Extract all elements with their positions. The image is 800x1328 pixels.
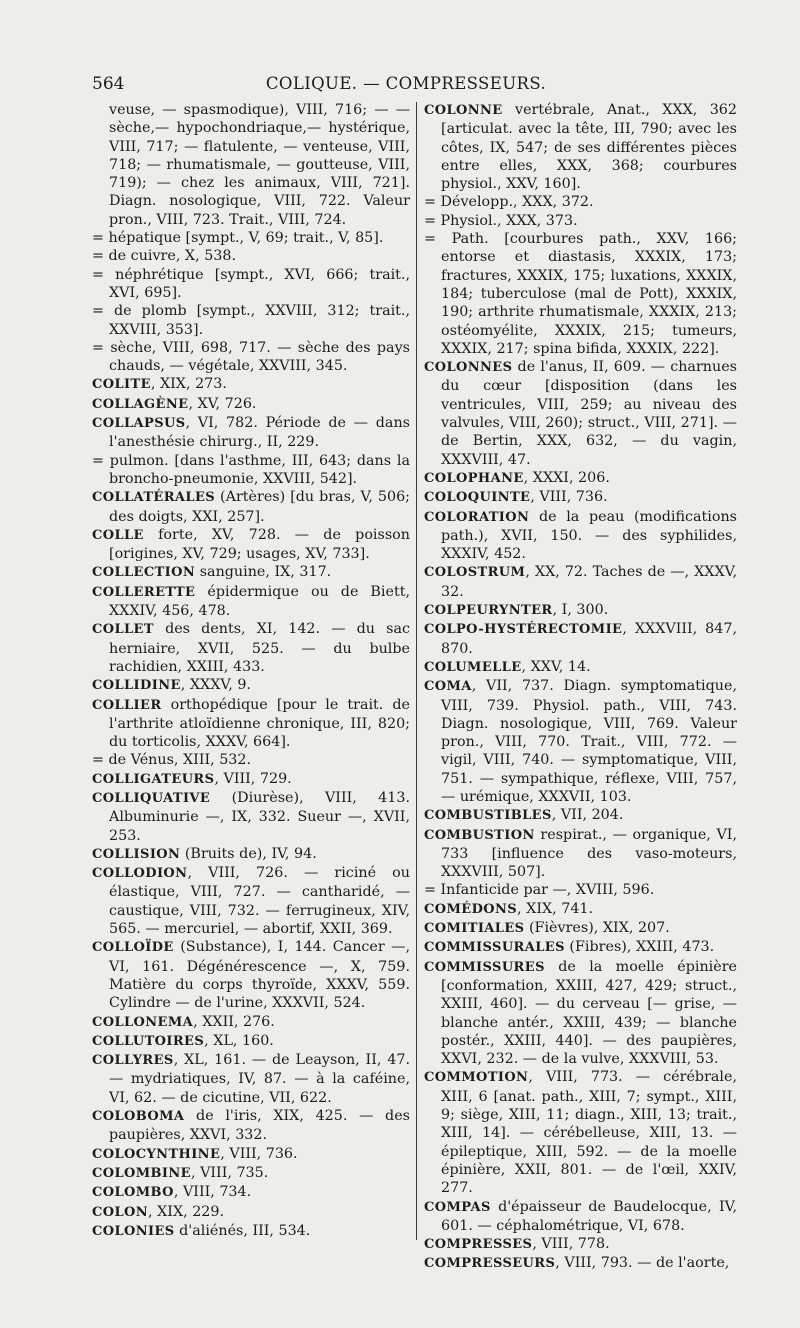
entry-text: (Substance), I, 144. Cancer —, VI, 161. Dégénérescence —, X, 759. Matière du corps thyroïde, XXXV, 559. Cylindre — de l'urine, XXXVII, 524. — [109, 939, 410, 1012]
entry-headword: COLLAPSUS — [92, 416, 186, 432]
entry-text: , VII, 204. — [551, 807, 624, 824]
index-entry — [92, 676, 410, 695]
entry-headword: COLOCYNTHINE — [92, 1146, 221, 1162]
entry-headword: COLLIER — [92, 697, 162, 713]
entry-text: , XIX, 273. — [150, 376, 227, 393]
index-entry — [92, 1183, 410, 1202]
entry-text: , XXXVIII, 847, 870. — [441, 621, 737, 657]
entry-headword: COLLERETTE — [92, 584, 196, 600]
entry-headword: COLLUTOIRES — [92, 1033, 205, 1049]
left-column — [92, 101, 410, 1241]
entry-text: = de plomb [sympt., XXVIII, 312; trait., XXVIII, 353]. — [92, 303, 410, 338]
index-entry — [92, 620, 410, 676]
entry-headword: COLPO-HYSTÉRECTOMIE — [424, 622, 623, 638]
entry-text: , VIII, 793. — de l'aorte, — [555, 1255, 730, 1272]
index-entry — [424, 900, 737, 919]
index-entry — [424, 938, 737, 957]
entry-text: = Physiol., XXX, 373. — [424, 212, 578, 229]
entry-headword: COLITE — [92, 377, 151, 393]
index-entry — [92, 488, 410, 526]
index-entry — [92, 1032, 410, 1051]
entry-text: respirat., — organique, VI, 733 [influence des vaso-moteurs, XXXVIII, 507]. — [441, 826, 737, 881]
entry-text: , XIX, 741. — [517, 900, 594, 917]
entry-text: vertébrale, Anat., XXX, 362 [articulat. avec la tête, III, 790; avec les côtes, IX, 547; de ses différentes pièces entre elles, XXX, 368; courbures physiol., XXV, 160]. — [441, 102, 737, 193]
entry-text: , VII, 737. Diagn. symptomatique, VIII, 739. Physiol. path., VIII, 743. Diagn. nosologique, VIII, 769. Valeur pron., VIII, 770. Trait., VIII, 772. — vigil, VIII, 740. — symptomatique, VIII, 751. — sympathique, réflexe, VIII, 757, — urémique, XXXVII, 103. — [441, 678, 737, 805]
entry-text: , VIII, 778. — [532, 1236, 610, 1253]
index-entry — [92, 1013, 410, 1032]
index-entry — [92, 247, 410, 265]
entry-text: d'épaisseur de Baudelocque, IV, 601. — céphalométrique, VI, 678. — [441, 1198, 737, 1234]
entry-text: , VI, 782. Période de — dans l'anesthésie chirurg., II, 229. — [109, 415, 410, 451]
entry-headword: COLLE — [92, 527, 144, 543]
entry-headword: COLORATION — [424, 509, 530, 525]
entry-text: , I, 300. — [552, 602, 609, 619]
index-entry — [92, 526, 410, 564]
index-entry — [424, 1254, 737, 1273]
index-entry — [92, 770, 410, 789]
entry-text: de la moelle épinière [conformation, XXIII, 427, 429; struct., XXIII, 460]. — du cerveau [— grise, — blanche antér., XXIII, 439; — blanche postér., XXIII, 440]. — des paupières, XXVI, 232. — de la vulve, XXXVIII, 53. — [441, 958, 737, 1068]
index-entry — [424, 563, 737, 601]
index-entry — [424, 958, 737, 1069]
index-entry — [92, 302, 410, 339]
entry-text: = Développ., XXX, 372. — [424, 194, 594, 211]
index-entry — [424, 881, 737, 899]
entry-text: , XXXI, 206. — [523, 469, 610, 486]
index-entry — [92, 864, 410, 938]
entry-text: (Fibres), XXIII, 473. — [564, 939, 715, 956]
index-entry — [424, 212, 737, 230]
index-entry — [92, 845, 410, 864]
entry-headword: COLLET — [92, 622, 154, 638]
entry-text: , VIII, 735. — [191, 1164, 269, 1181]
entry-headword: COLLIGATEURS — [92, 771, 215, 787]
entry-text: , XL, 160. — [204, 1032, 274, 1049]
index-entry — [92, 1222, 410, 1241]
entry-headword: COMA — [424, 679, 472, 695]
entry-headword: COMPRESSES — [424, 1237, 533, 1253]
entry-text: de la peau (modifications path.), XVII, 150. — des syphilides, XXXIV, 452. — [441, 508, 737, 563]
index-entry — [424, 193, 737, 211]
entry-text: , XX, 72. Taches de —, XXXV, 32. — [441, 564, 737, 600]
running-title: COLIQUE. — COMPRESSEURS. — [265, 74, 547, 93]
entry-text: , VIII, 736. — [530, 489, 608, 506]
entry-headword: COLLYRES — [92, 1053, 174, 1069]
index-entry — [92, 452, 410, 489]
entry-headword: COMMISSURALES — [424, 940, 565, 956]
entry-headword: COMBUSTIBLES — [424, 808, 552, 824]
entry-text: (Bruits de), IV, 94. — [180, 845, 317, 862]
entry-text: , XXV, 14. — [521, 658, 591, 675]
entry-text: = de Vénus, XIII, 532. — [92, 752, 252, 769]
entry-headword: COLOPHANE — [424, 470, 524, 486]
entry-text: (Artères) [du bras, V, 506; des doigts, XXI, 257]. — [109, 489, 410, 525]
entry-text: , XXII, 276. — [193, 1013, 275, 1030]
entry-text: sanguine, IX, 317. — [195, 564, 332, 581]
index-entry — [92, 101, 410, 229]
entry-headword: COLOSTRUM — [424, 565, 526, 581]
entry-text: d'aliénés, III, 534. — [174, 1222, 311, 1239]
entry-text: , VIII, 729. — [214, 770, 292, 787]
index-entry — [424, 677, 737, 806]
entry-text: = hépatique [sympt., V, 69; trait., V, 85]. — [92, 230, 384, 247]
entry-headword: COLOQUINTE — [424, 490, 531, 506]
index-entry — [424, 919, 737, 938]
index-entry — [92, 1145, 410, 1164]
index-entry — [424, 488, 737, 507]
page-number: 564 — [92, 74, 125, 94]
entry-text: (Fièvres), XIX, 207. — [524, 920, 670, 937]
entry-text: orthopédique [pour le trait. de l'arthrite atloïdienne chronique, III, 820; du torticolis, XXXV, 664]. — [109, 696, 410, 751]
entry-headword: COLPEURYNTER — [424, 603, 553, 619]
entry-headword: COLONNES — [424, 360, 513, 376]
index-entry — [92, 751, 410, 769]
entry-text: de l'anus, II, 609. — charnues du cœur [disposition (dans les ventricules, VIII, 259; au niveau des valvules, VIII, 260); struct., VIII, 271]. — de Bertin, XXX, 632, — du vagin, XXXVIII, 47. — [441, 359, 737, 468]
entry-headword: COLOMBO — [92, 1185, 174, 1201]
entry-text: = néphrétique [sympt., XVI, 666; trait., XVI, 695]. — [92, 266, 410, 301]
right-column — [424, 101, 737, 1274]
entry-text: , XIX, 229. — [148, 1203, 225, 1220]
index-entry — [424, 230, 737, 358]
entry-text: , XV, 726. — [188, 395, 257, 412]
entry-headword: COMITIALES — [424, 921, 525, 937]
entry-headword: COLLONEMA — [92, 1014, 194, 1030]
index-entry — [92, 395, 410, 414]
index-entry — [92, 789, 410, 845]
index-entry — [92, 1203, 410, 1222]
entry-headword: COLOMBINE — [92, 1165, 191, 1181]
entry-text: de l'iris, XIX, 425. — des paupières, XXVI, 332. — [109, 1108, 410, 1144]
entry-headword: COLON — [92, 1204, 149, 1220]
entry-headword: COLONIES — [92, 1223, 175, 1239]
entry-text: = sèche, VIII, 698, 717. — sèche des pays chauds, — végétale, XXVIII, 345. — [92, 339, 410, 375]
entry-headword: COLLIDINE — [92, 678, 181, 694]
index-entry — [424, 101, 737, 193]
entry-headword: COLLISION — [92, 846, 181, 862]
index-entry — [424, 806, 737, 825]
index-entry — [92, 696, 410, 752]
entry-text: veuse, — spasmodique), VIII, 716; — —sèche,— hypochondriaque,— hystérique, VIII, 717; — flatulente, — venteuse, VIII, 718; — rhumatismale, — goutteuse, VIII, 719); — chez les animaux, VIII, 721]. Diagn. nosologique, VIII, 722. Valeur pron., VIII, 723. Trait., VIII, 724. — [109, 102, 410, 228]
index-entry — [92, 375, 410, 394]
entry-text: (Diurèse), VIII, 413. Albuminurie —, IX, 332. Sueur —, XVII, 253. — [109, 789, 410, 844]
entry-headword: COLLECTION — [92, 565, 196, 581]
entry-headword: COLLIQUATIVE — [92, 790, 211, 806]
entry-headword: COMMOTION — [424, 1070, 529, 1086]
index-entry — [424, 358, 737, 469]
index-entry — [92, 339, 410, 376]
entry-headword: COMBUSTION — [424, 827, 535, 843]
index-entry — [424, 826, 737, 882]
index-entry — [92, 1164, 410, 1183]
entry-text: = de cuivre, X, 538. — [92, 248, 237, 265]
index-entry — [424, 1198, 737, 1236]
entry-text: épidermique ou de Biett, XXXIV, 456, 478. — [109, 583, 410, 620]
index-entry — [424, 508, 737, 564]
entry-text: des dents, XI, 142. — du sac herniaire, XVII, 525. — du bulbe rachidien, XXIII, 433. — [109, 621, 410, 675]
entry-headword: COLLODION — [92, 866, 188, 882]
entry-headword: COLUMELLE — [424, 659, 522, 675]
entry-headword: COMPRESSEURS — [424, 1256, 556, 1272]
index-entry — [424, 1235, 737, 1254]
entry-headword: COLLAGÈNE — [92, 396, 189, 412]
entry-text: , VIII, 736. — [220, 1145, 298, 1162]
running-header — [92, 74, 720, 98]
index-entry — [424, 1068, 737, 1197]
entry-text: , VIII, 726. — riciné ou élastique, VIII, 727. — cantharidé, — caustique, VIII, 732. — ferrugineux, XIV, 565. — mercuriel, — abortif, XXII, 369. — [109, 865, 410, 938]
entry-text: , XXXV, 9. — [180, 677, 251, 694]
index-entry — [424, 601, 737, 620]
entry-headword: COLOBOMA — [92, 1109, 185, 1125]
entry-text: = pulmon. [dans l'asthme, III, 643; dans la broncho-pneumonie, XXVIII, 542]. — [92, 452, 410, 487]
entry-text: , XL, 161. — de Leayson, II, 47. — mydriatiques, IV, 87. — à la caféine, VI, 62. — de cicutine, VII, 622. — [109, 1052, 410, 1106]
entry-headword: COMPAS — [424, 1199, 491, 1215]
index-entry — [92, 266, 410, 303]
entry-text: = Path. [courbures path., XXV, 166; entorse et diastasis, XXXIX, 173; fractures, XXXIX, 175; luxations, XXXIX, 184; tuberculose (mal de Pott), XXXIX, 190; arthrite rhumatismale, XXXIX, 213; ostéomyélite, XXXIX, 215; tumeurs, XXXIX, 217; spina bifida, XXXIX, 222]. — [424, 231, 737, 357]
entry-headword: COMÉDONS — [424, 901, 518, 917]
entry-text: , VIII, 734. — [173, 1184, 252, 1201]
index-entry — [92, 414, 410, 452]
index-entry — [92, 1107, 410, 1145]
entry-text: , VIII, 773. — cérébrale, XIII, 6 [anat. path., XIII, 7; sympt., XIII, 9; siège, XIII, 11; diagn., XIII, 13; trait., XIII, 14]. — cérébelleuse, XIII, 13. — épileptique, XIII, 592. — de la moelle épinière, XXII, 801. — de l'œil, XXIV, 277. — [441, 1069, 737, 1197]
entry-headword: COLLATÉRALES — [92, 490, 216, 506]
index-entry — [424, 658, 737, 677]
entry-headword: COLLOÏDE — [92, 940, 174, 956]
index-entry — [424, 469, 737, 488]
entry-text: = Infanticide par —, XVIII, 596. — [424, 882, 655, 899]
column-divider — [416, 102, 417, 1240]
index-entry — [92, 938, 410, 1012]
entry-headword: COLONNE — [424, 103, 503, 118]
index-entry — [92, 1051, 410, 1107]
entry-headword: COMMISSURES — [424, 959, 545, 975]
index-entry — [424, 620, 737, 658]
index-entry — [92, 583, 410, 621]
index-entry — [92, 563, 410, 582]
entry-text: forte, XV, 728. — de poisson [origines, XV, 729; usages, XV, 733]. — [109, 526, 410, 563]
index-entry — [92, 229, 410, 247]
